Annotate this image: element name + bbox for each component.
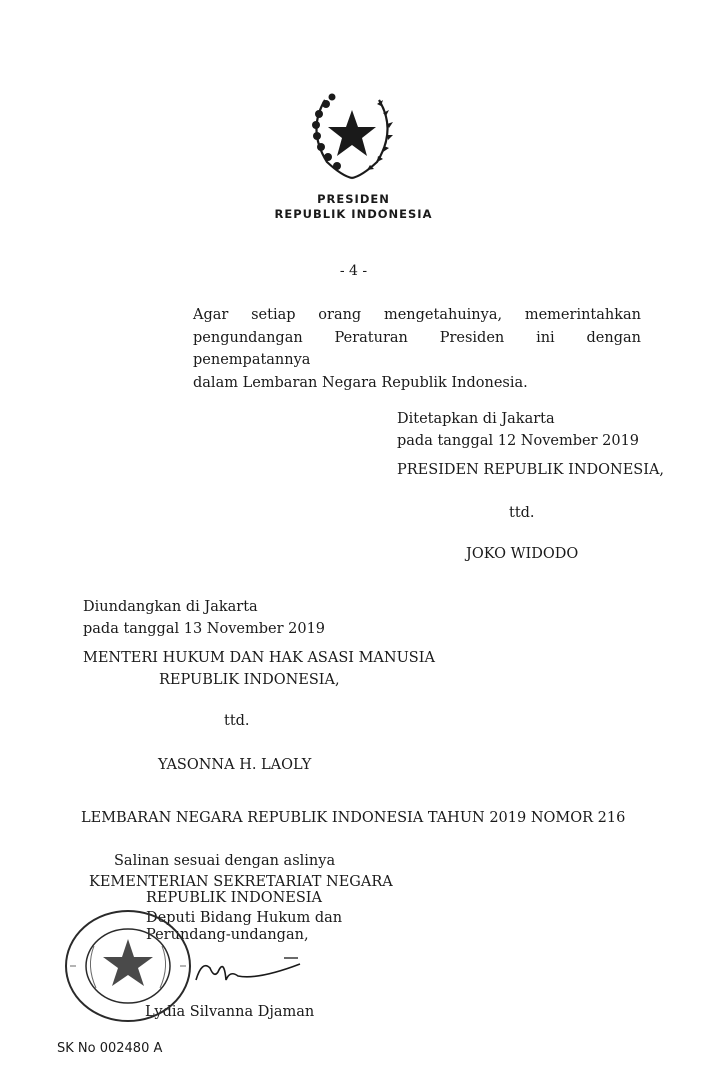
certification-line3: REPUBLIK INDONESIA — [146, 890, 323, 906]
paragraph-line: Agar setiap orang mengetahuinya, memerintahkan — [193, 307, 641, 323]
handwritten-signature — [188, 950, 308, 990]
certification-name: Lydia Silvanna Djaman — [145, 1004, 315, 1020]
certification-line5: Perundang-undangan, — [146, 927, 309, 943]
enactment-title: PRESIDEN REPUBLIK INDONESIA, — [397, 462, 665, 478]
certification-line1: Salinan sesuai dengan aslinya — [114, 853, 336, 869]
promulgation-title-line2: REPUBLIK INDONESIA, — [159, 672, 340, 688]
document-serial-number: SK No 002480 A — [57, 1041, 163, 1056]
certification-line4: Deputi Bidang Hukum dan — [146, 910, 343, 926]
promulgation-title-line1: MENTERI HUKUM DAN HAK ASASI MANUSIA — [83, 650, 435, 666]
paragraph-line: pengundangan Peraturan Presiden ini dengan penempatannya — [193, 329, 641, 368]
enactment-name: JOKO WIDODO — [466, 546, 579, 562]
promulgation-place: Diundangkan di Jakarta — [83, 599, 258, 615]
closing-paragraph — [193, 304, 641, 394]
header-republik-indonesia: REPUBLIK INDONESIA — [274, 207, 433, 221]
certification-line2: KEMENTERIAN SEKRETARIAT NEGARA — [89, 874, 393, 890]
promulgation-signed: ttd. — [224, 713, 250, 729]
ministry-seal-stamp-icon — [60, 906, 200, 1026]
paragraph-line: dalam Lembaran Negara Republik Indonesia. — [193, 374, 528, 391]
enactment-date: pada tanggal 12 November 2019 — [397, 433, 640, 449]
header-presiden: PRESIDEN — [317, 192, 390, 206]
promulgation-name: YASONNA H. LAOLY — [158, 757, 312, 773]
page-number: - 4 - — [339, 263, 368, 279]
presidential-emblem-icon — [297, 80, 407, 180]
enactment-place: Ditetapkan di Jakarta — [397, 411, 555, 427]
gazette-reference: LEMBARAN NEGARA REPUBLIK INDONESIA TAHUN 2019 NOMOR 216 — [81, 810, 626, 826]
promulgation-date: pada tanggal 13 November 2019 — [83, 621, 326, 637]
enactment-signed: ttd. — [509, 505, 535, 521]
